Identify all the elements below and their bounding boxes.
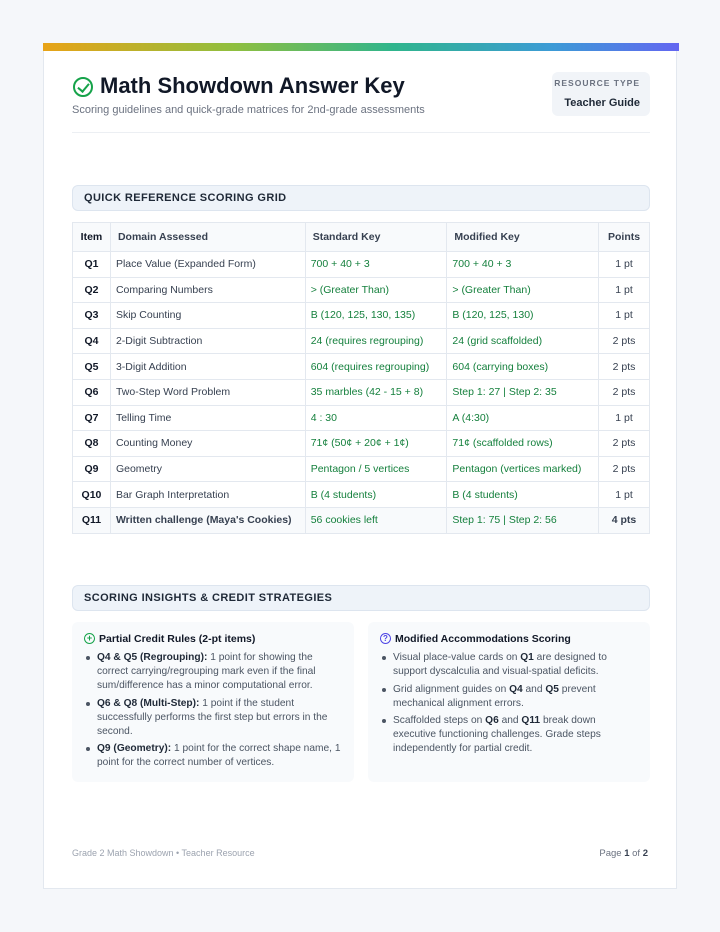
cell-modified-key: 71¢ (scaffolded rows) <box>447 431 599 457</box>
column-header-item: Item <box>73 223 111 252</box>
footer-resource-label: Grade 2 Math Showdown • Teacher Resource <box>72 848 255 858</box>
column-header-modified: Modified Key <box>447 223 599 252</box>
cell-modified-key: Pentagon (vertices marked) <box>447 456 599 482</box>
plus-circle-icon: + <box>84 633 95 644</box>
cell-points: 2 pts <box>599 328 650 354</box>
cell-points: 2 pts <box>599 456 650 482</box>
cell-item: Q6 <box>73 379 111 405</box>
cell-standard-key: 71¢ (50¢ + 20¢ + 1¢) <box>305 431 447 457</box>
table-header-row <box>73 223 650 252</box>
cell-item: Q5 <box>73 354 111 380</box>
header <box>72 72 650 132</box>
note-text: break down executive functioning challenges. Grade steps independently for partial credit. <box>393 715 601 754</box>
cell-standard-key: Pentagon / 5 vertices <box>305 456 447 482</box>
cell-standard-key: 700 + 40 + 3 <box>305 252 447 278</box>
list-item <box>380 683 638 711</box>
partial-credit-title <box>84 633 342 645</box>
cell-domain: Two-Step Word Problem <box>110 379 305 405</box>
item-ref: Q6 <box>485 715 499 726</box>
cell-points: 2 pts <box>599 431 650 457</box>
modified-accommodations-title <box>380 633 638 645</box>
cell-modified-key: Step 1: 27 | Step 2: 35 <box>447 379 599 405</box>
answer-key-page <box>43 43 677 889</box>
list-item <box>380 714 638 756</box>
resource-type-badge <box>552 72 650 116</box>
table-row <box>73 482 650 508</box>
rule-text: 1 point for showing the correct carrying/regrouping mark even if the final sum/difference has a minor computational error. <box>97 652 316 691</box>
cell-points: 4 pts <box>599 507 650 533</box>
modified-accommodations-list <box>380 651 638 756</box>
partial-credit-list <box>84 651 342 770</box>
scoring-insights-heading: SCORING INSIGHTS & CREDIT STRATEGIES <box>72 585 650 611</box>
header-divider <box>72 132 650 133</box>
cell-item: Q9 <box>73 456 111 482</box>
page-current: 1 <box>624 848 630 859</box>
item-ref: Q1 <box>520 652 534 663</box>
cell-points: 1 pt <box>599 405 650 431</box>
cell-modified-key: B (4 students) <box>447 482 599 508</box>
note-text: and <box>522 683 546 695</box>
rule-label: Q9 (Geometry): <box>97 743 172 754</box>
note-text: prevent mechanical alignment errors. <box>393 683 596 709</box>
cell-standard-key: 4 : 30 <box>305 405 447 431</box>
note-text: Visual place-value cards on <box>393 652 521 663</box>
cell-domain: Skip Counting <box>110 303 305 329</box>
cell-domain: Geometry <box>110 456 305 482</box>
table-row <box>73 456 650 482</box>
cell-modified-key: B (120, 125, 130) <box>447 303 599 329</box>
list-item <box>380 651 638 679</box>
partial-credit-card <box>72 622 354 782</box>
table-row <box>73 252 650 278</box>
cell-standard-key: 35 marbles (42 - 15 + 8) <box>305 379 447 405</box>
cell-item: Q11 <box>73 507 111 533</box>
rule-text: 1 point if the student successfully performs the first step but errors in the second. <box>97 697 328 737</box>
check-circle-icon <box>73 77 93 97</box>
page-prefix: Page <box>599 848 625 859</box>
cell-item: Q4 <box>73 328 111 354</box>
table-row <box>73 354 650 380</box>
cell-modified-key: 700 + 40 + 3 <box>447 252 599 278</box>
cell-points: 1 pt <box>599 303 650 329</box>
table-row <box>73 405 650 431</box>
note-text: Grid alignment guides on <box>393 683 510 695</box>
cell-domain: Bar Graph Interpretation <box>110 482 305 508</box>
table-row <box>73 303 650 329</box>
cell-item: Q3 <box>73 303 111 329</box>
table-row <box>73 277 650 303</box>
item-ref: Q11 <box>521 715 541 726</box>
cell-points: 2 pts <box>599 354 650 380</box>
rule-text: 1 point for the correct shape name, 1 point for the correct number of vertices. <box>97 743 341 768</box>
cell-modified-key: 24 (grid scaffolded) <box>447 328 599 354</box>
cell-item: Q10 <box>73 482 111 508</box>
page-separator: of <box>629 848 643 859</box>
list-item <box>84 651 342 693</box>
cell-modified-key: > (Greater Than) <box>447 277 599 303</box>
note-text: and <box>498 715 522 726</box>
item-ref: Q5 <box>545 683 559 695</box>
cell-domain: Counting Money <box>110 431 305 457</box>
table-row <box>73 379 650 405</box>
column-header-domain: Domain Assessed <box>110 223 305 252</box>
gradient-accent-bar <box>43 43 679 51</box>
cell-standard-key: > (Greater Than) <box>305 277 447 303</box>
cell-standard-key: B (120, 125, 130, 135) <box>305 303 447 329</box>
scoring-grid-heading: QUICK REFERENCE SCORING GRID <box>72 185 650 211</box>
cell-points: 2 pts <box>599 379 650 405</box>
page-number <box>599 848 648 859</box>
modified-accommodations-card <box>368 622 650 782</box>
cell-points: 1 pt <box>599 252 650 278</box>
cell-standard-key: 56 cookies left <box>305 507 447 533</box>
page-title: Math Showdown Answer Key <box>100 73 405 98</box>
note-text: are designed to support dyscalculia and visual-spatial deficits. <box>393 652 607 677</box>
cell-standard-key: 604 (requires regrouping) <box>305 354 447 380</box>
column-header-points: Points <box>599 223 650 252</box>
column-header-standard: Standard Key <box>305 223 447 252</box>
cell-item: Q1 <box>73 252 111 278</box>
rule-label: Q4 & Q5 (Regrouping): <box>97 652 208 663</box>
list-item <box>84 697 342 739</box>
note-text: Scaffolded steps on <box>393 715 486 726</box>
cell-item: Q2 <box>73 277 111 303</box>
table-row <box>73 431 650 457</box>
cell-domain: Comparing Numbers <box>110 277 305 303</box>
cell-domain: Place Value (Expanded Form) <box>110 252 305 278</box>
cell-domain: 3-Digit Addition <box>110 354 305 380</box>
cell-points: 1 pt <box>599 277 650 303</box>
page-subtitle: Scoring guidelines and quick-grade matrices for 2nd-grade assessments <box>72 104 425 116</box>
scoring-grid-table <box>72 222 650 534</box>
cell-modified-key: Step 1: 75 | Step 2: 56 <box>447 507 599 533</box>
question-circle-icon: ? <box>380 633 391 644</box>
cell-modified-key: 604 (carrying boxes) <box>447 354 599 380</box>
list-item <box>84 742 342 770</box>
cell-item: Q7 <box>73 405 111 431</box>
rule-label: Q6 & Q8 (Multi-Step): <box>97 697 200 709</box>
resource-type-value: Teacher Guide <box>564 97 640 109</box>
table-row <box>73 507 650 533</box>
cell-standard-key: B (4 students) <box>305 482 447 508</box>
cell-domain: Telling Time <box>110 405 305 431</box>
cell-modified-key: A (4:30) <box>447 405 599 431</box>
partial-credit-title-text: Partial Credit Rules (2-pt items) <box>99 633 256 645</box>
cell-points: 1 pt <box>599 482 650 508</box>
item-ref: Q4 <box>509 683 523 695</box>
resource-type-label: RESOURCE TYPE <box>554 78 640 88</box>
page-total: 2 <box>642 848 648 859</box>
modified-accommodations-title-text: Modified Accommodations Scoring <box>395 633 571 645</box>
cell-domain: 2-Digit Subtraction <box>110 328 305 354</box>
cell-standard-key: 24 (requires regrouping) <box>305 328 447 354</box>
cell-item: Q8 <box>73 431 111 457</box>
table-row <box>73 328 650 354</box>
cell-domain: Written challenge (Maya's Cookies) <box>110 507 305 533</box>
